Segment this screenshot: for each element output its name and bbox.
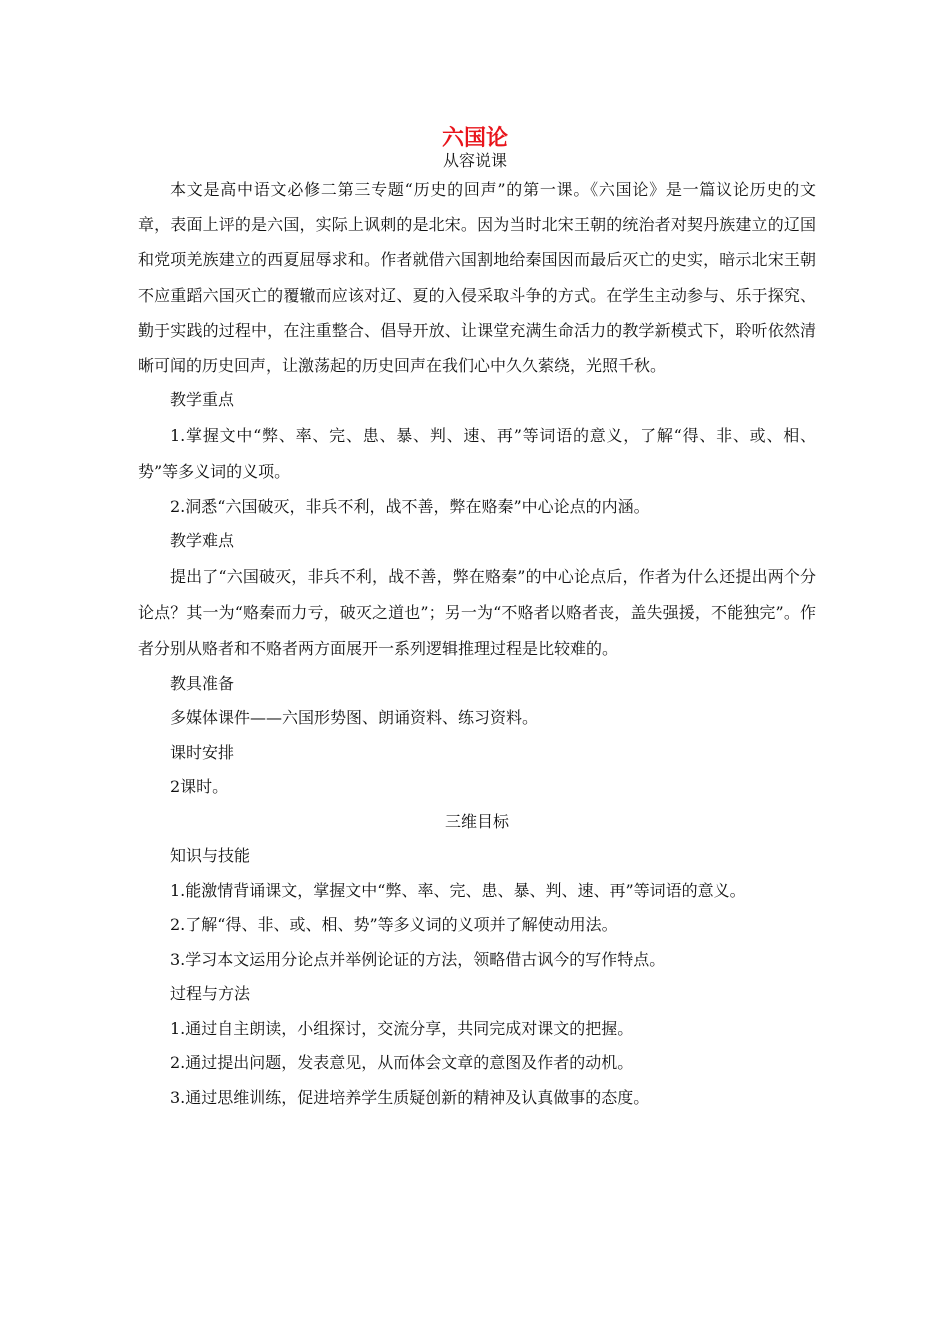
schedule-text: 2课时。 (170, 777, 229, 797)
document-body (138, 172, 816, 1115)
knowledge-heading: 知识与技能 (170, 846, 251, 866)
knowledge-item: 3.学习本文运用分论点并举例论证的方法，领略借古讽今的写作特点。 (170, 949, 666, 969)
tools-heading: 教具准备 (170, 673, 235, 693)
knowledge-item: 1.能激情背诵课文，掌握文中“弊、率、完、患、暴、判、速、再”等词语的意义。 (170, 880, 746, 900)
process-heading: 过程与方法 (170, 984, 251, 1004)
document-subtitle: 从容说课 (442, 151, 507, 170)
key-points-heading: 教学重点 (170, 390, 235, 410)
intro-paragraph: 本文是高中语文必修二第三专题“历史的回声”的第一课。《六国论》是一篇议论历史的文章，表面上评的是六国，实际上讽刺的是北宋。因为当时北宋王朝的统治者对契丹族建立的辽国和党项羌族建立的西夏屈辱求和。作者就借六国割地给秦国因而最后灭亡的史实，暗示北宋王朝不应重蹈六国灭亡的覆辙而应该对辽、夏的入侵采取斗争的方式。在学生主动参与、乐于探究、勤于实践的过程中，在注重整合、倡导开放、让课堂充满生命活力的教学新模式下，聆听依然清晰可闻的历史回声，让激荡起的历史回声在我们心中久久萦绕，光照千秋。 (138, 180, 816, 376)
process-item: 3.通过思维训练，促进培养学生质疑创新的精神及认真做事的态度。 (170, 1087, 650, 1107)
difficulties-paragraph: 提出了“六国破灭，非兵不利，战不善，弊在赂秦”的中心论点后，作者为什么还提出两个分论点？其一为“赂秦而力亏，破灭之道也”；另一为“不赂者以赂者丧，盖失强援，不能独完”。作者分别从赂者和不赂者两方面展开一系列逻辑推理过程是比较难的。 (138, 566, 816, 658)
key-point-item: 1.掌握文中“弊、率、完、患、暴、判、速、再”等词语的意义，了解“得、非、或、相、势”等多义词的义项。 (138, 425, 816, 481)
key-point-item: 2.洞悉“六国破灭，非兵不利，战不善，弊在赂秦”中心论点的内涵。 (170, 496, 650, 516)
process-item: 1.通过自主朗读，小组探讨，交流分享，共同完成对课文的把握。 (170, 1018, 634, 1038)
goals-heading: 三维目标 (444, 811, 509, 831)
process-item: 2.通过提出问题，发表意见，从而体会文章的意图及作者的动机。 (170, 1053, 634, 1073)
knowledge-item: 2.了解“得、非、或、相、势”等多义词的义项并了解使动用法。 (170, 915, 618, 935)
difficulties-heading: 教学难点 (170, 531, 235, 551)
tools-text: 多媒体课件——六国形势图、朗诵资料、练习资料。 (170, 708, 539, 728)
schedule-heading: 课时安排 (170, 742, 235, 762)
document-title: 六国论 (441, 125, 508, 151)
